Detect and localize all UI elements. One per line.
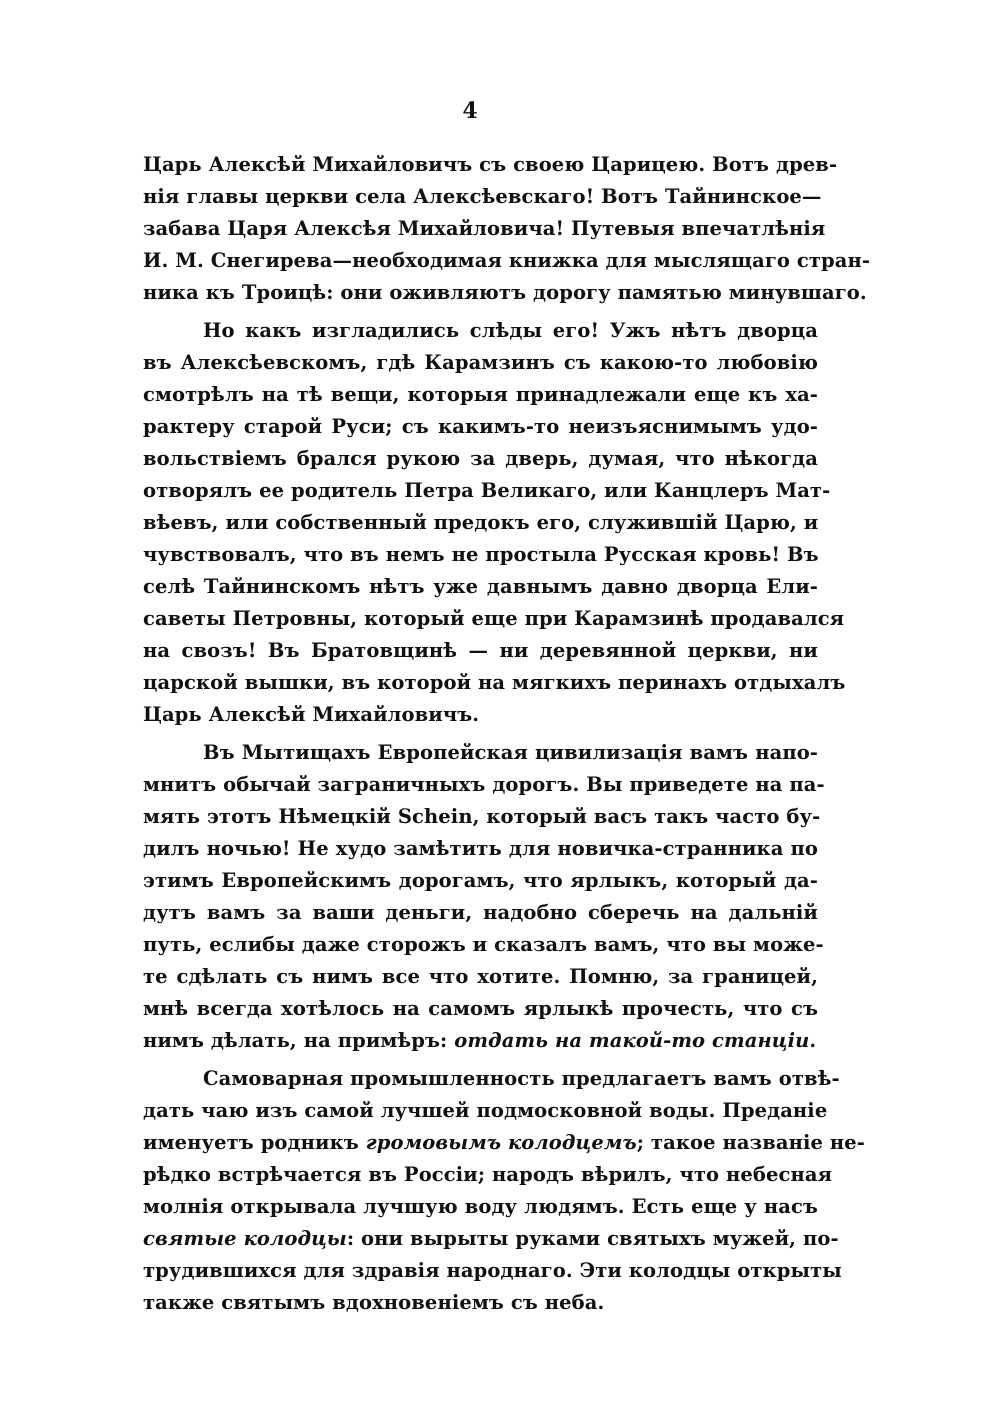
text-line: отворялъ ее родитель Петра Великаго, или Канцлеръ Мат-	[143, 479, 831, 502]
text-line: путь, еслибы даже сторожъ и сказалъ вамъ, что вы може-	[143, 933, 824, 956]
text-line: рактеру старой Руси; съ какимъ-то неизъяснимымъ удо-	[143, 415, 818, 438]
text-line: именуетъ родникъ громовымъ колодцемъ; такое названіе не-	[143, 1131, 865, 1154]
text-line: саветы Петровны, который еще при Карамзинѣ продавался	[143, 607, 845, 630]
page-number: 4	[462, 98, 478, 124]
text-line: мнитъ обычай заграничныхъ дорогъ. Вы приведете на па-	[143, 773, 825, 796]
text-line: вольствіемъ брался рукою за дверь, думая, что нѣкогда	[143, 447, 818, 470]
text-line: также святымъ вдохновеніемъ съ неба.	[143, 1291, 605, 1314]
italic-phrase: святые колодцы	[143, 1227, 347, 1250]
text-line: И. М. Снегирева—необходимая книжка для мыслящаго стран-	[143, 249, 871, 272]
italic-phrase: громовымъ колодцемъ	[365, 1131, 637, 1154]
text-line: ника къ Троицѣ: они оживляютъ дорогу памятью минувшаго.	[143, 281, 867, 304]
italic-phrase: отдать на такой-то станціи	[454, 1029, 810, 1052]
text-line: Самоварная промышленность предлагаетъ вамъ отвѣ-	[203, 1067, 840, 1090]
text-line: нія главы церкви села Алексѣевскаго! Вотъ Тайнинское—	[143, 185, 822, 208]
text-line: этимъ Европейскимъ дорогамъ, что ярлыкъ, который да-	[143, 869, 818, 892]
text-line: те сдѣлать съ нимъ все что хотите. Помню, за границей,	[143, 965, 818, 988]
text-line: молнія открывала лучшую воду людямъ. Есть еще у насъ	[143, 1195, 818, 1218]
text-line: нимъ дѣлать, на примѣръ: отдать на такой-то станціи.	[143, 1029, 817, 1052]
text-line: Царь Алексѣй Михайловичъ.	[143, 703, 480, 726]
text-line: дилъ ночью! Не худо замѣтить для новичка-странника по	[143, 837, 818, 860]
text-line: Царь Алексѣй Михайловичъ съ своею Царицею. Вотъ древ-	[143, 153, 838, 176]
text-line: на свозъ! Въ Братовщинѣ — ни деревянной церкви, ни	[143, 639, 818, 662]
text-line: смотрѣлъ на тѣ вещи, которыя принадлежали еще къ ха-	[143, 383, 818, 406]
text-line: святые колодцы: они вырыты руками святыхъ мужей, по-	[143, 1227, 839, 1250]
text-line: мять этотъ Нѣмецкій Schein, который васъ такъ часто бу-	[143, 805, 821, 828]
text-line: чувствовалъ, что въ немъ не простыла Русская кровь! Въ	[143, 543, 819, 566]
text-line: Но какъ изгладились слѣды его! Ужъ нѣтъ дворца	[203, 319, 818, 342]
text-line: мнѣ всегда хотѣлось на самомъ ярлыкѣ прочесть, что съ	[143, 997, 818, 1020]
text-line: дутъ вамъ за ваши деньги, надобно сберечь на дальній	[143, 901, 818, 924]
text-line: царской вышки, въ которой на мягкихъ перинахъ отдыхалъ	[143, 671, 846, 694]
text-line: трудившихся для здравія народнаго. Эти колодцы открыты	[143, 1259, 842, 1282]
text-line: Въ Мытищахъ Европейская цивилизація вамъ напо-	[203, 741, 818, 764]
text-line: забава Царя Алексѣя Михайловича! Путевыя впечатлѣнія	[143, 217, 826, 240]
text-line: въ Алексѣевскомъ, гдѣ Карамзинъ съ какою-то любовію	[143, 351, 818, 374]
text-line: дать чаю изъ самой лучшей подмосковной воды. Преданіе	[143, 1099, 828, 1122]
text-line: вѣевъ, или собственный предокъ его, служившій Царю, и	[143, 511, 819, 534]
text-line: рѣдко встрѣчается въ Россіи; народъ вѣрилъ, что небесная	[143, 1163, 833, 1186]
text-line: селѣ Тайнинскомъ нѣтъ уже давнымъ давно дворца Ели-	[143, 575, 818, 598]
